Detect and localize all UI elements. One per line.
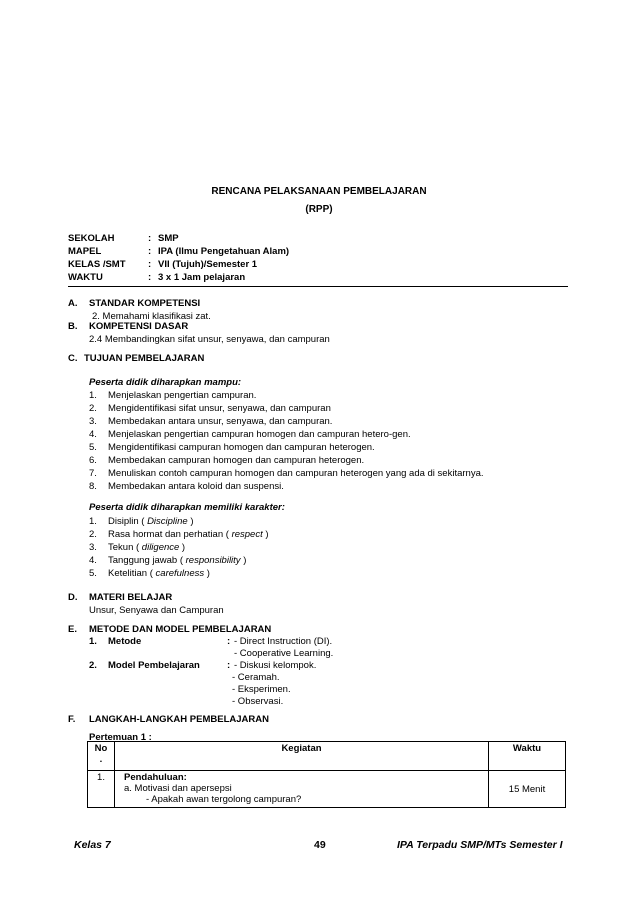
character-number: 3. [89,542,97,553]
row-sub-a: a. Motivasi dan apersepsi [124,783,232,794]
section-b-item: 2.4 Membandingkan sifat unsur, senyawa, dan campuran [89,334,330,345]
method-label: Metode [108,636,142,647]
character-text: Tekun ( diligence ) [108,542,186,553]
section-a-item: 2. Memahami klasifikasi zat. [92,311,211,322]
goal-number: 8. [89,481,97,492]
document-title: RENCANA PELAKSANAAN PEMBELAJARAN [211,186,427,197]
goal-text: Menjelaskan pengertian campuran homogen dan campuran hetero-gen. [108,429,411,440]
goal-number: 7. [89,468,97,479]
goal-text: Membedakan antara unsur, senyawa, dan campuran. [108,416,333,427]
section-f-letter: F. [68,714,76,725]
section-a-heading: STANDAR KOMPETENSI [89,298,201,309]
meeting-label: Pertemuan 1 : [89,732,152,743]
identity-value-time: 3 x 1 Jam pelajaran [158,272,246,283]
character-number: 4. [89,555,97,566]
method-line: - Direct Instruction (DI). [234,636,333,647]
table-row [88,771,566,808]
goal-text: Membedakan antara koloid dan suspensi. [108,481,284,492]
goals-intro: Peserta didik diharapkan mampu: [89,377,242,388]
footer-left: Kelas 7 [74,839,111,851]
section-d-item: Unsur, Senyawa dan Campuran [89,605,224,616]
character-text: Tanggung jawab ( responsibility ) [108,555,247,566]
model-line: - Ceramah. [232,672,280,683]
table-header-row [88,742,566,771]
goal-number: 2. [89,403,97,414]
goal-text: Menuliskan contoh campuran homogen dan campuran heterogen yang ada di sekitarnya. [108,468,484,479]
character-text: Rasa hormat dan perhatian ( respect ) [108,529,269,540]
section-e-letter: E. [68,624,77,635]
model-colon: : [227,660,231,671]
identity-value-school: SMP [158,233,179,244]
section-a-letter: A. [68,298,78,309]
identity-value-class: VII (Tujuh)/Semester 1 [158,259,258,270]
goal-text: Membedakan campuran homogen dan campuran heterogen. [108,455,365,466]
footer-right: IPA Terpadu SMP/MTs Semester I [397,839,563,851]
goal-number: 6. [89,455,97,466]
model-label: Model Pembelajaran [108,660,200,671]
character-number: 5. [89,568,97,579]
method-line: - Cooperative Learning. [234,648,334,659]
character-text: Ketelitian ( carefulness ) [108,568,210,579]
model-line: - Diskusi kelompok. [234,660,317,671]
page-number: 49 [314,839,326,851]
character-number: 2. [89,529,97,540]
model-number: 2. [89,660,97,671]
row-activity [115,771,489,808]
header-no: No . [88,742,115,771]
model-line: - Observasi. [232,696,284,707]
row-number: 1. [88,771,115,808]
goal-number: 3. [89,416,97,427]
header-time: Waktu [489,742,566,771]
identity-label-class: KELAS /SMT [68,259,126,270]
row-sub-dash: - Apakah awan tergolong campuran? [146,794,302,805]
goal-text: Menjelaskan pengertian campuran. [108,390,257,401]
identity-label-subject: MAPEL [68,246,102,257]
section-c-letter: C. [68,353,78,364]
row-title: Pendahuluan: [124,772,187,783]
goal-text: Mengidentifikasi sifat unsur, senyawa, dan campuran [108,403,331,414]
divider-line [68,286,568,287]
identity-label-school: SEKOLAH [68,233,115,244]
goal-text: Mengidentifikasi campuran homogen dan campuran heterogen. [108,442,375,453]
characters-intro: Peserta didik diharapkan memiliki karakter: [89,502,285,513]
section-b-heading: KOMPETENSI DASAR [89,321,189,332]
identity-colon: : [148,259,152,270]
identity-label-time: WAKTU [68,272,103,283]
model-line: - Eksperimen. [232,684,291,695]
identity-colon: : [148,246,152,257]
goal-number: 4. [89,429,97,440]
goal-number: 1. [89,390,97,401]
section-b-letter: B. [68,321,78,332]
section-f-heading: LANGKAH-LANGKAH PEMBELAJARAN [89,714,269,725]
method-number: 1. [89,636,97,647]
goal-number: 5. [89,442,97,453]
document-subtitle: (RPP) [305,204,333,215]
character-number: 1. [89,516,97,527]
row-time: 15 Menit [489,771,566,808]
section-d-letter: D. [68,592,78,603]
method-colon: : [227,636,231,647]
activity-table [87,741,566,808]
section-c-heading: TUJUAN PEMBELAJARAN [84,353,205,364]
identity-value-subject: IPA (Ilmu Pengetahuan Alam) [158,246,290,257]
identity-colon: : [148,233,152,244]
section-e-heading: METODE DAN MODEL PEMBELAJARAN [89,624,272,635]
character-text: Disiplin ( Discipline ) [108,516,194,527]
section-d-heading: MATERI BELAJAR [89,592,173,603]
identity-colon: : [148,272,152,283]
header-activity: Kegiatan [115,742,489,771]
